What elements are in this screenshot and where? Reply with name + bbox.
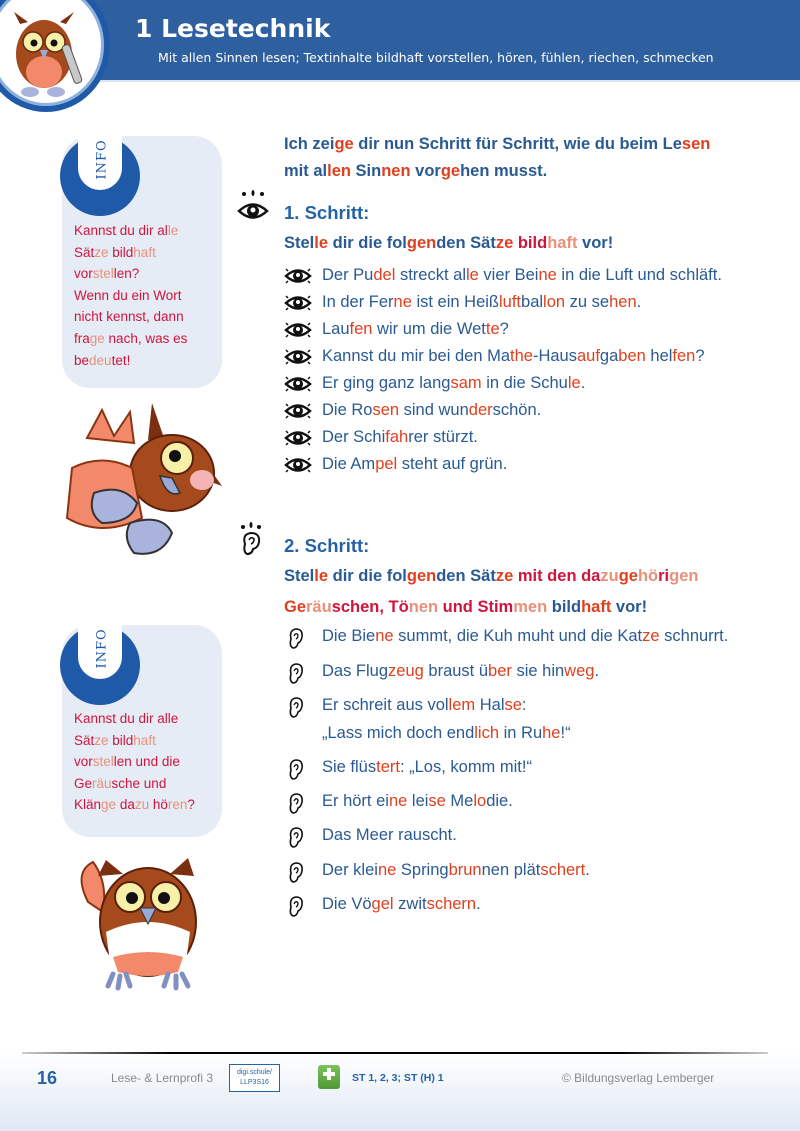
- step-2-instruction: [284, 561, 699, 623]
- info-box-1: [62, 136, 222, 388]
- owl-with-wrench-icon: [0, 0, 110, 112]
- info-text: [74, 708, 195, 816]
- list-item-text: Der Pudel streckt alle vier Beine in die Luft und schläft.: [322, 266, 722, 284]
- ear-icon: [288, 895, 304, 917]
- digi-line-2: LLP3S16: [240, 1079, 269, 1086]
- digi-schule-link[interactable]: [229, 1064, 280, 1092]
- footer: [0, 1053, 800, 1131]
- step-1-title: 1. Schritt:: [284, 202, 370, 223]
- standards-reference: ST 1, 2, 3; ST (H) 1: [352, 1072, 444, 1084]
- list-item-text: Die Rosen sind wunderschön.: [322, 401, 542, 419]
- eye-icon: [284, 321, 312, 339]
- chapter-subtitle: Mit allen Sinnen lesen; Textinhalte bildhaft vorstellen, hören, fühlen, riechen, schmecken: [158, 50, 714, 65]
- list-item-text: Er schreit aus vollem Halse:: [322, 696, 527, 714]
- list-item-text: „Lass mich doch endlich in Ruhe!“: [322, 724, 571, 742]
- digi-line-1: digi.schule/: [236, 1069, 273, 1076]
- list-item-text: Sie flüstert: „Los, komm mit!“: [322, 758, 532, 776]
- list-item-text: Der kleine Springbrunnen plätschert.: [322, 861, 590, 879]
- footer-divider: [22, 1052, 768, 1054]
- text-line: Sätze bildhaft: [74, 244, 156, 260]
- text-line: Ich zeige dir nun Schritt für Schritt, wie du beim Lesen: [284, 135, 711, 153]
- ear-icon: [288, 861, 304, 883]
- eye-icon: [284, 375, 312, 393]
- text-line: bedeutet!: [74, 352, 131, 368]
- intro-text: [284, 131, 710, 185]
- text-line: vorstellen und die: [74, 754, 180, 770]
- info-text: [74, 220, 187, 371]
- text-line: Sätze bildhaft: [74, 732, 156, 748]
- text-line: Geräuschen, Tönen und Stimmen bildhaft vor!: [284, 598, 648, 616]
- list-item-text: Die Ampel steht auf grün.: [322, 455, 508, 473]
- text-line: Kannst du dir alle: [74, 711, 179, 726]
- list-item-text: Das Meer rauscht.: [322, 826, 457, 844]
- eye-icon: [284, 267, 312, 285]
- eye-icon: [284, 429, 312, 447]
- eye-icon: [284, 456, 312, 474]
- waving-owl-illustration: [68, 852, 208, 992]
- text-line: nicht kennst, dann: [74, 309, 184, 325]
- info-badge-label: INFO: [94, 628, 110, 669]
- ear-icon: [238, 522, 266, 556]
- text-line: vorstellen?: [74, 266, 140, 282]
- text-line: frage nach, was es: [74, 330, 188, 346]
- text-line: Kannst du dir alle: [74, 223, 179, 238]
- step-1-instruction: [284, 228, 613, 259]
- chapter-header: [0, 0, 800, 80]
- eye-icon: [284, 402, 312, 420]
- text-line: Wenn du ein Wort: [74, 287, 182, 303]
- chapter-title: 1 Lesetechnik: [135, 14, 331, 43]
- text-line: Stelle dir die folgenden Sätze bildhaft vor!: [284, 234, 614, 252]
- eye-icon: [284, 348, 312, 366]
- ear-icon: [288, 627, 304, 649]
- list-item-text: In der Ferne ist ein Heißluftballon zu sehen.: [322, 293, 642, 311]
- list-item-text: Kannst du mir bei den Mathe-Hausaufgaben helfen?: [322, 347, 705, 365]
- eye-icon: [236, 190, 270, 222]
- text-line: Klänge dazu hören?: [74, 797, 195, 813]
- book-title: Lese- & Lernprofi 3: [111, 1071, 214, 1085]
- list-item-text: Er ging ganz langsam in die Schule.: [322, 374, 586, 392]
- ear-icon: [288, 696, 304, 718]
- list-item-text: Der Schifahrer stürzt.: [322, 428, 478, 446]
- text-line: Stelle dir die folgenden Sätze mit den dazugehörigen: [284, 567, 699, 585]
- info-box-2: [62, 625, 222, 837]
- flying-owl-illustration: [52, 398, 227, 563]
- ear-icon: [288, 758, 304, 780]
- header-divider: [0, 80, 800, 82]
- list-item-text: Laufen wir um die Wette?: [322, 320, 509, 338]
- list-item-text: Die Vögel zwitschern.: [322, 895, 481, 913]
- ear-icon: [288, 792, 304, 814]
- copyright: © Bildungsverlag Lemberger: [562, 1071, 715, 1085]
- ear-icon: [288, 826, 304, 848]
- list-item-text: Die Biene summt, die Kuh muht und die Katze schnurrt.: [322, 627, 729, 645]
- info-badge-label: INFO: [94, 139, 110, 180]
- list-item-text: Er hört eine leise Melodie.: [322, 792, 513, 810]
- info-badge: [60, 625, 140, 705]
- info-badge: [60, 136, 140, 216]
- ear-icon: [288, 662, 304, 684]
- text-line: Geräusche und: [74, 775, 167, 791]
- list-item-text: Das Flugzeug braust über sie hinweg.: [322, 662, 600, 680]
- text-line: mit allen Sinnen vorgehen musst.: [284, 162, 548, 180]
- owl-mascot-logo: [0, 0, 110, 112]
- eye-icon: [284, 294, 312, 312]
- step-2-title: 2. Schritt:: [284, 535, 370, 556]
- page-number: 16: [37, 1068, 58, 1088]
- plus-icon: [318, 1065, 340, 1089]
